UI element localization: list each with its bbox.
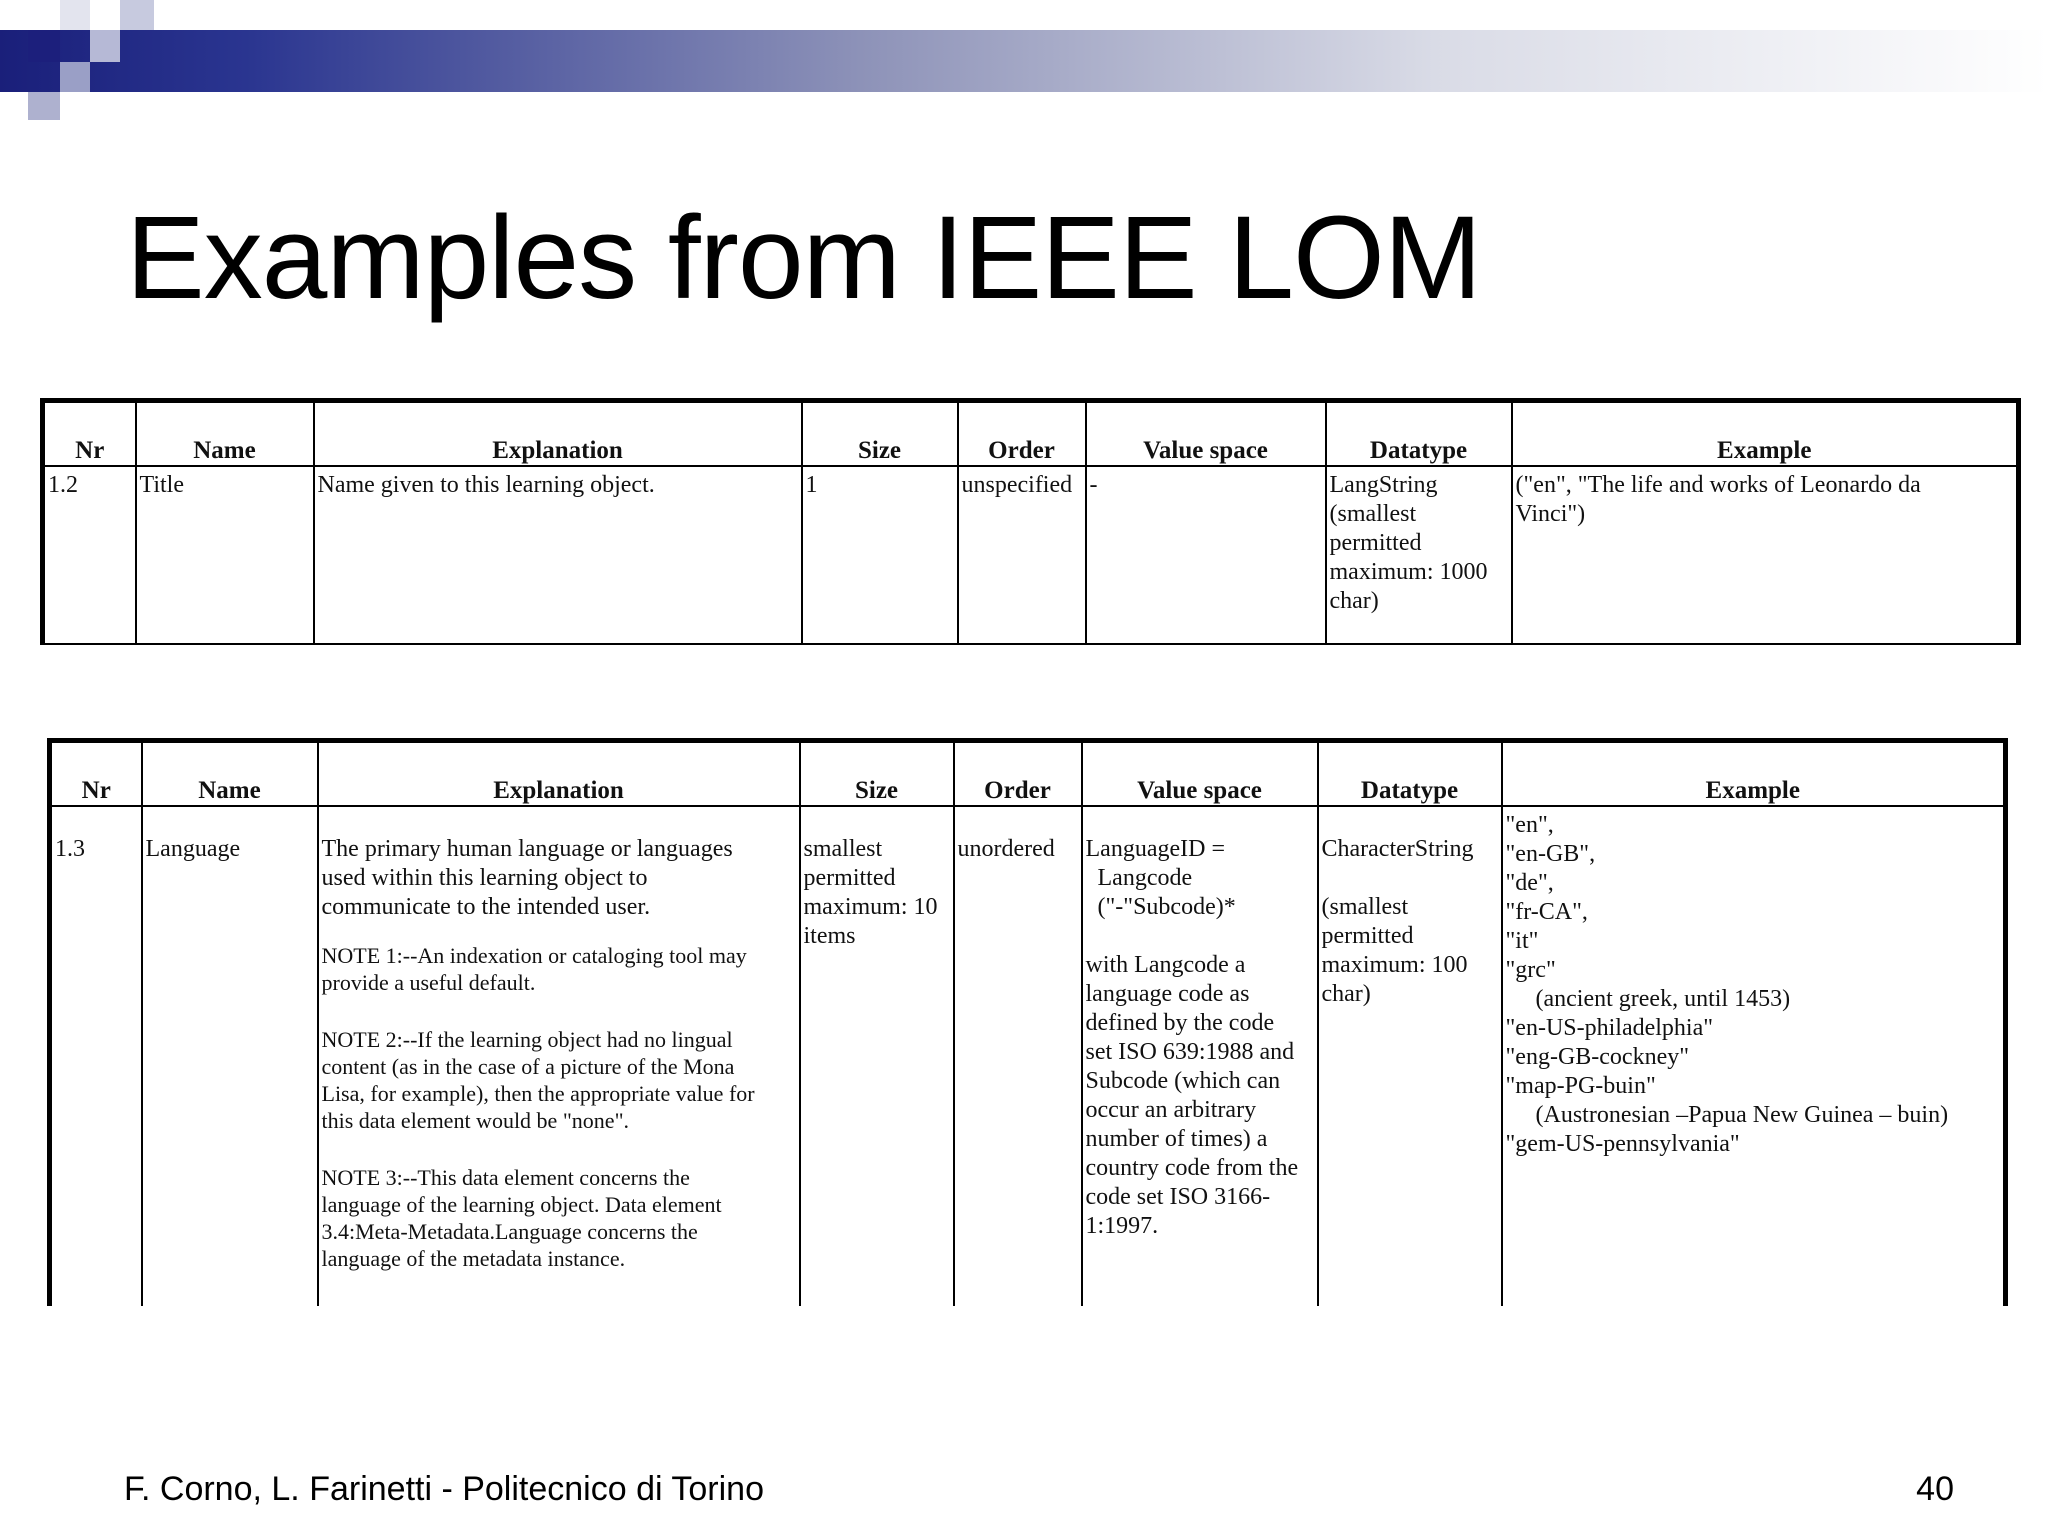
decor-square — [120, 0, 154, 30]
datatype-note: (smallest permitted maximum: 100 char) — [1321, 894, 1468, 1007]
decor-square — [60, 0, 90, 30]
cell-size: smallest permitted maximum: 10 items — [800, 806, 954, 1306]
value-space-description: with Langcode a language code as defined by the code set ISO 639:1988 and Subcode (which can occur an arbitrary number of times) a country code from the code set ISO 3166- 1:1997. — [1085, 952, 1299, 1239]
table-header-row — [43, 401, 2019, 467]
decor-square — [28, 92, 60, 120]
cell-order: unordered — [954, 806, 1082, 1306]
cell-size: 1 — [802, 466, 958, 644]
table-row — [50, 806, 2006, 1306]
note-3: NOTE 3:--This data element concerns the language of the learning object. Data element 3.4:Meta-Metadata.Language concerns the language of the metadata instance. — [321, 1165, 722, 1271]
cell-datatype: LangString (smallest permitted maximum: 1000 char) — [1326, 466, 1512, 644]
explanation-text: The primary human language or languages used within this learning object to communicate to the intended user. — [321, 836, 733, 920]
header-nr: Nr — [43, 401, 136, 467]
cell-nr: 1.2 — [43, 466, 136, 644]
header-name: Name — [142, 741, 318, 807]
decor-square — [90, 30, 120, 62]
cell-example — [1502, 806, 2006, 1306]
note-2: NOTE 2:--If the learning object had no lingual content (as in the case of a picture of the Mona Lisa, for example), then the appropriate value for this data element would be "none". — [321, 1027, 755, 1133]
header-gradient-band — [0, 30, 2048, 92]
cell-explanation: Name given to this learning object. — [314, 466, 802, 644]
header-explanation: Explanation — [314, 401, 802, 467]
header-value-space: Value space — [1086, 401, 1326, 467]
cell-explanation — [318, 806, 800, 1306]
header-nr: Nr — [50, 741, 142, 807]
header-order: Order — [954, 741, 1082, 807]
header-size: Size — [800, 741, 954, 807]
lom-table-language — [47, 738, 2008, 1306]
header-example: Example — [1512, 401, 2019, 467]
example-list: "en", "en-GB", "de", "fr-CA", "it" "grc" (ancient greek, until 1453) "en-US-philadelphia" "eng-GB-cockney" "map-PG-buin" (Austronesian –Papua New Guinea – buin) "gem-US-pennsylvania" — [1505, 812, 1949, 1157]
header-datatype: Datatype — [1326, 401, 1512, 467]
decor-square — [0, 0, 28, 30]
table-header-row — [50, 741, 2006, 807]
cell-datatype — [1318, 806, 1502, 1306]
cell-example: ("en", "The life and works of Leonardo da Vinci") — [1512, 466, 2019, 644]
cell-value-space — [1082, 806, 1318, 1306]
lom-table-title — [40, 398, 2021, 645]
note-1: NOTE 1:--An indexation or cataloging tool may provide a useful default. — [321, 943, 747, 995]
slide-title: Examples from IEEE LOM — [126, 192, 1482, 324]
header-name: Name — [136, 401, 314, 467]
header-datatype: Datatype — [1318, 741, 1502, 807]
decor-square — [60, 62, 90, 92]
value-space-definition: LanguageID = Langcode ("-"Subcode)* — [1085, 836, 1236, 920]
header-value-space: Value space — [1082, 741, 1318, 807]
cell-name: Title — [136, 466, 314, 644]
header-order: Order — [958, 401, 1086, 467]
cell-value-space: - — [1086, 466, 1326, 644]
cell-order: unspecified — [958, 466, 1086, 644]
header-example: Example — [1502, 741, 2006, 807]
cell-name: Language — [142, 806, 318, 1306]
page-number: 40 — [1916, 1470, 1954, 1508]
header-size: Size — [802, 401, 958, 467]
cell-nr: 1.3 — [50, 806, 142, 1306]
table-row — [43, 466, 2019, 644]
footer-credit: F. Corno, L. Farinetti - Politecnico di Torino — [124, 1470, 764, 1508]
header-explanation: Explanation — [318, 741, 800, 807]
decor-square — [28, 30, 60, 62]
datatype-name: CharacterString — [1321, 836, 1474, 862]
